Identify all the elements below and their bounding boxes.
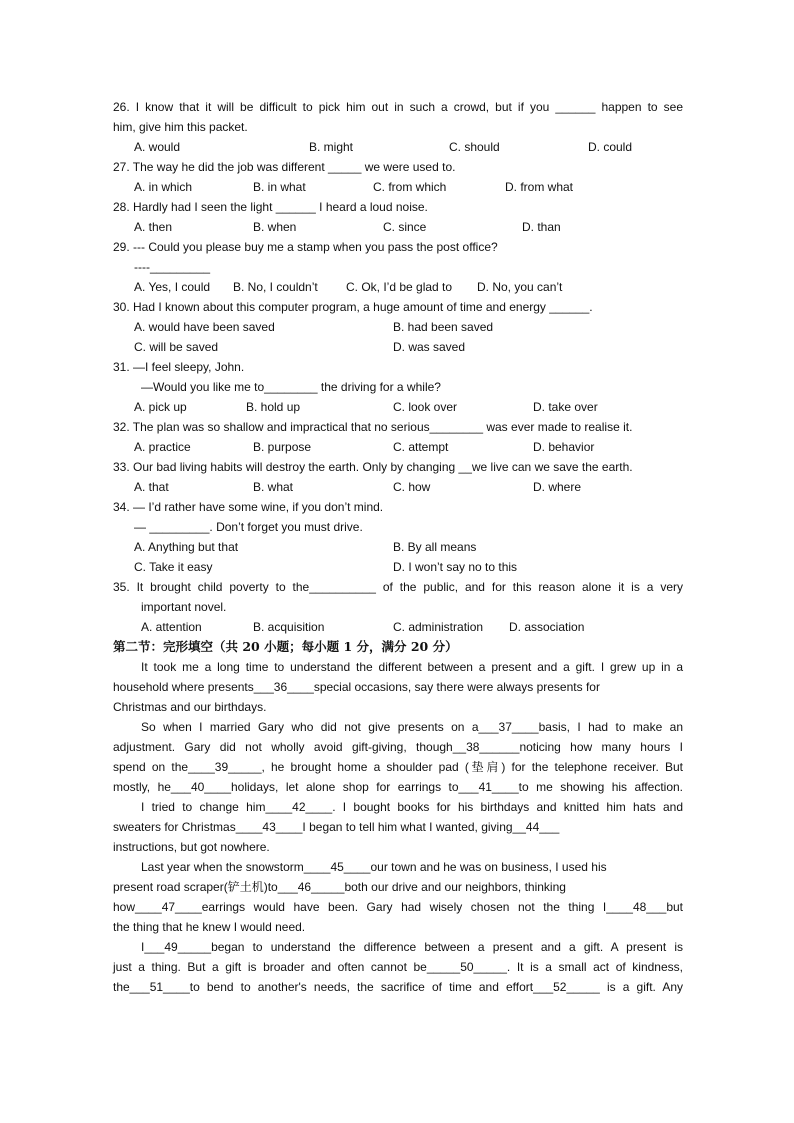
passage-line-text: Christmas and our birthdays. — [113, 700, 267, 714]
options-row — [113, 617, 683, 637]
passage-line — [113, 857, 683, 877]
passage-line-text: instructions, but got nowhere. — [113, 840, 270, 854]
passage-line-text: household where presents___36____special occasions, say there were always presents for — [113, 680, 600, 694]
option-a[interactable]: A. pick up — [134, 400, 187, 414]
options-row — [113, 557, 683, 577]
passage-line-text: the thing that he knew I would need. — [113, 920, 306, 934]
passage-line — [113, 877, 683, 897]
option-a[interactable]: A. Anything but that — [134, 540, 239, 554]
option-c[interactable]: C. since — [383, 220, 427, 234]
option-c[interactable]: C. Take it easy — [134, 560, 213, 574]
passage-line-text: how____47____earrings would have been. Gary had wisely chosen not the thing I____48___but — [113, 900, 683, 914]
passage-line — [113, 677, 683, 697]
question-stem: 33. Our bad living habits will destroy the earth. Only by changing __we live can we save the earth. — [113, 460, 633, 474]
option-b[interactable]: B. had been saved — [393, 320, 494, 334]
question-stem: 32. The plan was so shallow and impractical that no serious________ was ever made to realise it. — [113, 420, 633, 434]
option-c[interactable]: C. look over — [393, 400, 458, 414]
options-row — [113, 217, 683, 237]
passage-line — [113, 717, 683, 737]
passage-line — [113, 697, 683, 717]
options-row — [113, 137, 683, 157]
cloze-passage — [113, 657, 683, 997]
question-stem: 30. Had I known about this computer program, a huge amount of time and energy ______. — [113, 300, 593, 314]
passage-line — [113, 757, 683, 777]
option-c[interactable]: C. attempt — [393, 440, 449, 454]
question-stem: him, give him this packet. — [113, 120, 248, 134]
option-a[interactable]: A. attention — [141, 620, 202, 634]
options-row — [113, 397, 683, 417]
question-32 — [113, 417, 683, 457]
section-title: 第二节：完形填空（共 20 小题；每小题 1 分，满分 20 分） — [113, 639, 458, 654]
passage-line — [113, 977, 683, 997]
question-stem: —Would you like me to________ the driving for a while? — [141, 380, 441, 394]
option-d[interactable]: D. could — [588, 140, 633, 154]
passage-line-text: the___51____to bend to another's needs, the sacrifice of time and effort___52_____ is a gift. Any — [113, 980, 683, 994]
option-b[interactable]: B. purpose — [253, 440, 312, 454]
options-row — [113, 477, 683, 497]
option-a[interactable]: A. in which — [134, 180, 193, 194]
question-stem: 28. Hardly had I seen the light ______ I heard a loud noise. — [113, 200, 428, 214]
option-a[interactable]: A. practice — [134, 440, 191, 454]
option-d[interactable]: D. association — [509, 620, 585, 634]
question-stem: 27. The way he did the job was different _____ we were used to. — [113, 160, 456, 174]
option-a[interactable]: A. then — [134, 220, 173, 234]
question-34 — [113, 497, 683, 577]
passage-line — [113, 837, 683, 857]
passage-line-text: adjustment. Gary did not wholly avoid gift-giving, though__38______noticing how many hours I — [113, 740, 683, 754]
question-31 — [113, 357, 683, 417]
question-stem: 31. —I feel sleepy, John. — [113, 360, 245, 374]
passage-line-text: mostly, he___40____holidays, let alone shop for earrings to___41____to me showing his affection. — [113, 780, 683, 794]
passage-line — [113, 777, 683, 797]
option-c[interactable]: C. will be saved — [134, 340, 219, 354]
question-stem: 35. It brought child poverty to the__________ of the public, and for this reason alone it is a very — [113, 580, 683, 594]
option-c[interactable]: C. from which — [373, 180, 447, 194]
passage-line — [113, 937, 683, 957]
question-35 — [113, 577, 683, 637]
question-26 — [113, 97, 683, 157]
passage-line-text: sweaters for Christmas____43____I began to tell him what I wanted, giving__44___ — [113, 820, 560, 834]
passage-line-text: present road scraper(铲土机)to___46_____both our drive and our neighbors, thinking — [113, 880, 566, 894]
option-d[interactable]: D. was saved — [393, 340, 466, 354]
option-c[interactable]: C. how — [393, 480, 431, 494]
passage-line-text: I___49_____began to understand the difference between a present and a gift. A present is — [141, 940, 683, 954]
passage-line — [113, 897, 683, 917]
question-stem: 26. I know that it will be difficult to pick him out in such a crowd, but if you ______ happen to see — [113, 100, 683, 114]
option-b[interactable]: B. might — [309, 140, 354, 154]
options-row — [113, 277, 683, 297]
passage-line-text: So when I married Gary who did not give presents on a___37____basis, I had to make an — [141, 720, 683, 734]
option-c[interactable]: C. Ok, I’d be glad to — [346, 280, 453, 294]
question-29 — [113, 237, 683, 297]
option-b[interactable]: B. hold up — [246, 400, 301, 414]
exam-page — [113, 97, 683, 997]
options-row — [113, 437, 683, 457]
passage-line-text: just a thing. But a gift is broader and often cannot be_____50_____. It is a small act of kindness, — [113, 960, 683, 974]
question-stem: important novel. — [141, 600, 227, 614]
option-d[interactable]: D. take over — [533, 400, 598, 414]
passage-line — [113, 917, 683, 937]
option-d[interactable]: D. behavior — [533, 440, 595, 454]
options-row — [113, 337, 683, 357]
option-c[interactable]: C. administration — [393, 620, 484, 634]
option-a[interactable]: A. would — [134, 140, 181, 154]
passage-line — [113, 657, 683, 677]
question-stem: 29. --- Could you please buy me a stamp when you pass the post office? — [113, 240, 498, 254]
options-row — [113, 317, 683, 337]
question-27 — [113, 157, 683, 197]
option-c[interactable]: C. should — [449, 140, 500, 154]
option-d[interactable]: D. than — [522, 220, 561, 234]
option-a[interactable]: A. would have been saved — [134, 320, 275, 334]
option-d[interactable]: D. from what — [505, 180, 574, 194]
question-stem: 34. — I’d rather have some wine, if you don’t mind. — [113, 500, 384, 514]
passage-line — [113, 797, 683, 817]
passage-line-text: It took me a long time to understand the different between a present and a gift. I grew up in a — [141, 660, 683, 674]
option-b[interactable]: B. By all means — [393, 540, 477, 554]
passage-line-text: spend on the____39_____, he brought home a shoulder pad (垫肩) for the telephone receiver. But — [113, 760, 683, 774]
question-30 — [113, 297, 683, 357]
passage-line-text: Last year when the snowstorm____45____our town and he was on business, I used his — [141, 860, 607, 874]
question-stem: ----_________ — [134, 260, 211, 274]
option-b[interactable]: B. No, I couldn’t — [233, 280, 318, 294]
passage-line — [113, 817, 683, 837]
option-d[interactable]: D. No, you can’t — [477, 280, 563, 294]
question-28 — [113, 197, 683, 237]
option-b[interactable]: B. acquisition — [253, 620, 325, 634]
passage-line-text: I tried to change him____42____. I bought books for his birthdays and knitted him hats and — [141, 800, 683, 814]
option-a[interactable]: A. Yes, I could — [134, 280, 211, 294]
option-b[interactable]: B. when — [253, 220, 297, 234]
question-33 — [113, 457, 683, 497]
option-b[interactable]: B. in what — [253, 180, 306, 194]
passage-line — [113, 957, 683, 977]
option-b[interactable]: B. what — [253, 480, 294, 494]
option-a[interactable]: A. that — [134, 480, 169, 494]
passage-line — [113, 737, 683, 757]
options-row — [113, 537, 683, 557]
question-stem: — _________. Don’t forget you must drive. — [134, 520, 363, 534]
options-row — [113, 177, 683, 197]
option-d[interactable]: D. I won’t say no to this — [393, 560, 518, 574]
option-d[interactable]: D. where — [533, 480, 582, 494]
